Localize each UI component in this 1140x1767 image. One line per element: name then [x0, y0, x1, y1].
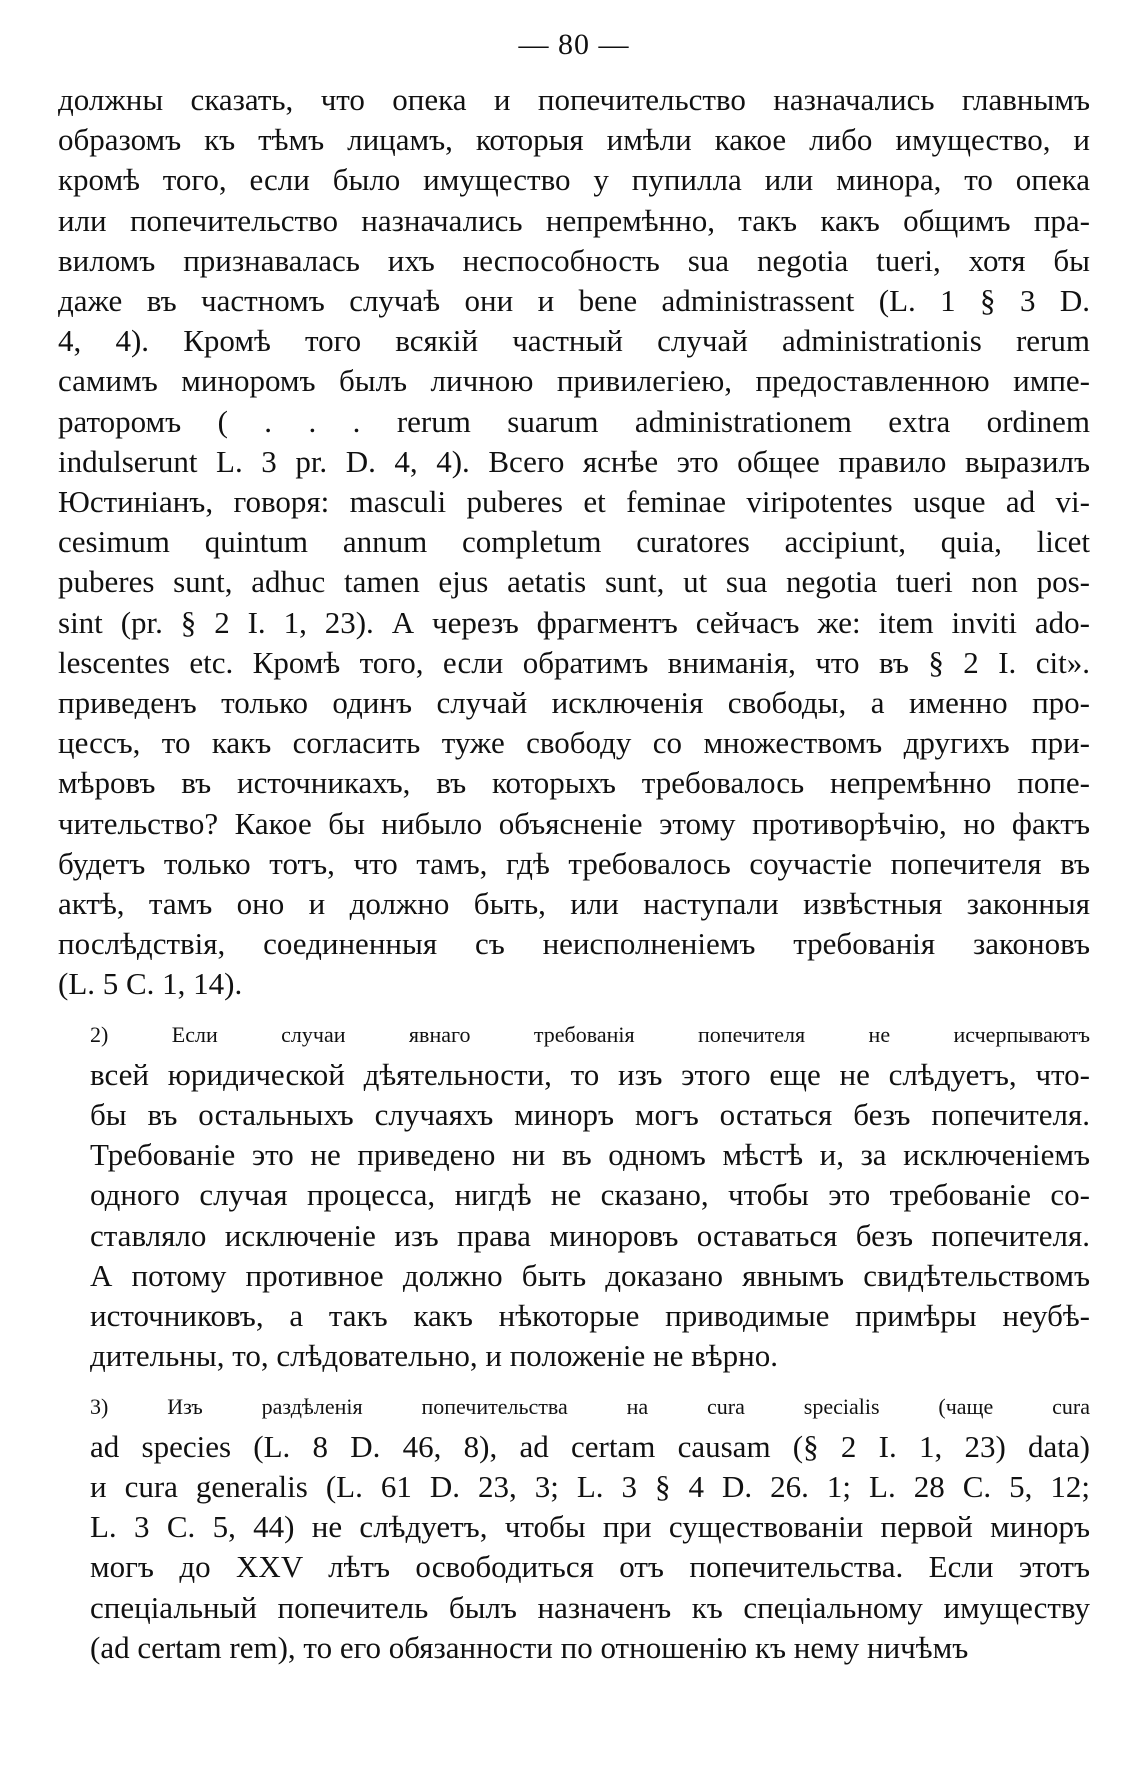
text-line: источниковъ, а такъ какъ нѣкоторые приводимые примѣры неубѣ- — [90, 1298, 1090, 1334]
text-line: кромѣ того, если было имущество у пупилла или минора, то опека — [58, 162, 1090, 198]
text-line: одного случая процесса, нигдѣ не сказано, чтобы это требованіе со- — [90, 1177, 1090, 1213]
text-line: всей юридической дѣятельности, то изъ этого еще не слѣдуетъ, что- — [90, 1056, 1090, 1092]
paragraph-3 — [58, 1387, 1090, 1668]
text-line: ставляло исключеніе изъ права миноровъ оставаться безъ попечителя. — [90, 1217, 1090, 1253]
page-number: — 80 — — [518, 28, 630, 61]
text-line: раторомъ ( . . . rerum suarum administrationem extra ordinem — [58, 403, 1090, 439]
text-line: А потому противное должно быть доказано явнымъ свидѣтельствомъ — [90, 1257, 1090, 1293]
text-line: приведенъ только одинъ случай исключенія свободы, а именно про- — [58, 685, 1090, 721]
text-line: (ad certam rem), то его обязанности по отношенію къ нему ничѣмъ — [90, 1629, 969, 1665]
text-line: L. 3 C. 5, 44) не слѣдуетъ, чтобы при существованіи первой миноръ — [90, 1509, 1090, 1545]
text-line: 3) Изъ раздѣленія попечительства на cura specialis (чаще cura — [90, 1393, 1090, 1419]
text-line: бы въ остальныхъ случаяхъ миноръ могъ остаться безъ попечителя. — [90, 1097, 1090, 1133]
text-line: мѣровъ въ источникахъ, въ которыхъ требовалось непремѣнно попе- — [58, 765, 1090, 801]
paragraph-1 — [58, 80, 1090, 1005]
text-line: Юстиніанъ, говоря: masculi puberes et feminae viripotentes usque ad vi- — [58, 484, 1090, 520]
text-line: актѣ, тамъ оно и должно быть, или наступали извѣстныя законныя — [58, 886, 1090, 922]
text-line: indulserunt L. 3 pr. D. 4, 4). Всего яснѣе это общее правило выразилъ — [58, 443, 1090, 479]
text-line: Требованіе это не приведено ни въ одномъ мѣстѣ и, за исключеніемъ — [90, 1137, 1090, 1173]
text-line: lescentes etc. Кромѣ того, если обратимъ вниманія, что въ § 2 I. cit». — [58, 644, 1090, 680]
text-line: даже въ частномъ случаѣ они и bene administrassent (L. 1 § 3 D. — [58, 283, 1090, 319]
text-line: спеціальный попечитель былъ назначенъ къ спеціальному имуществу — [90, 1589, 1090, 1625]
text-line: самимъ миноромъ былъ личною привилегіею, предоставленною импе- — [58, 363, 1090, 399]
text-line: чительство? Какое бы нибыло объясненіе этому противорѣчію, но фактъ — [58, 805, 1090, 841]
text-line: виломъ признавалась ихъ неспособность sua negotia tueri, хотя бы — [58, 242, 1090, 278]
text-line: образомъ къ тѣмъ лицамъ, которыя имѣли какое либо имущество, и — [58, 122, 1090, 158]
text-line: послѣдствія, соединенныя съ неисполненіемъ требованія законовъ — [58, 926, 1090, 962]
text-line: (L. 5 C. 1, 14). — [58, 966, 243, 1002]
text-line: и cura generalis (L. 61 D. 23, 3; L. 3 § 4 D. 26. 1; L. 28 C. 5, 12; — [90, 1468, 1090, 1504]
text-line: будетъ только тотъ, что тамъ, гдѣ требовалось соучастіе попечителя въ — [58, 845, 1090, 881]
text-line: sint (pr. § 2 I. 1, 23). А черезъ фрагментъ сейчасъ же: item inviti ado- — [58, 604, 1090, 640]
text-line: ad species (L. 8 D. 46, 8), ad certam causam (§ 2 I. 1, 23) data) — [90, 1428, 1090, 1464]
text-line: цессъ, то какъ согласить туже свободу со множествомъ другихъ при- — [58, 725, 1090, 761]
text-line: puberes sunt, adhuc tamen ejus aetatis sunt, ut sua negotia tueri non pos- — [58, 564, 1090, 600]
text-line: или попечительство назначались непремѣнно, такъ какъ общимъ пра- — [58, 202, 1090, 238]
text-line: 4, 4). Кромѣ того всякій частный случай administrationis rerum — [58, 323, 1090, 359]
text-line: дительны, то, слѣдовательно, и положеніе не вѣрно. — [90, 1338, 778, 1374]
paragraph-2 — [58, 1015, 1090, 1377]
text-line: cesimum quintum annum completum curatores accipiunt, quia, licet — [58, 524, 1090, 560]
text-line: 2) Если случаи явнаго требованія попечителя не исчерпываютъ — [90, 1021, 1090, 1047]
text-line: могъ до XXV лѣтъ освободиться отъ попечительства. Если этотъ — [90, 1549, 1090, 1585]
text-line: должны сказать, что опека и попечительство назначались главнымъ — [58, 82, 1090, 117]
